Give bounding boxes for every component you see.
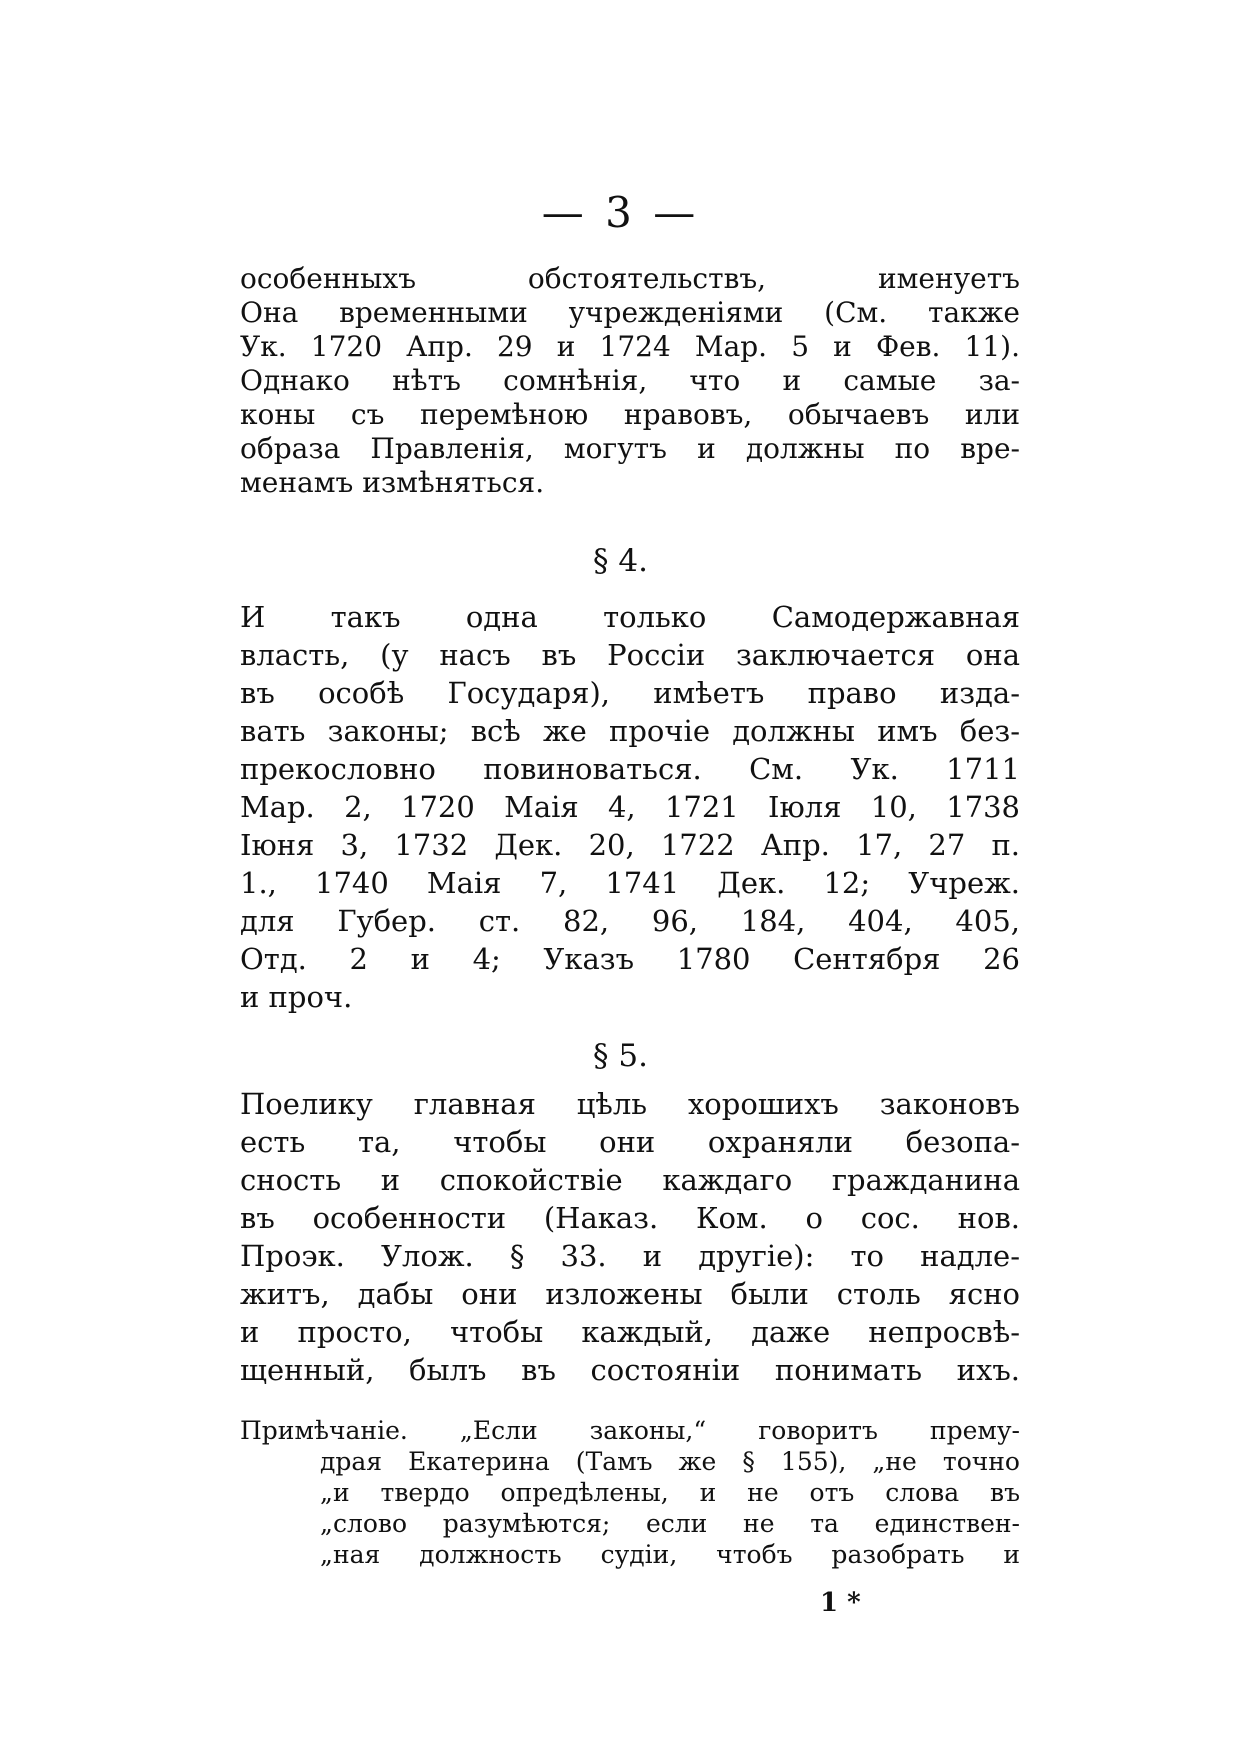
text-line: Она временными учрежденіями (См. также <box>240 296 1020 329</box>
text-line: власть, (у насъ въ Россіи заключается она <box>240 638 1020 672</box>
text-line: Однако нѣтъ сомнѣнія, что и самые за- <box>240 364 1020 397</box>
text-line: Іюня 3, 1732 Дек. 20, 1722 Апр. 17, 27 п. <box>240 828 1020 862</box>
text-line: прекословно повиноваться. См. Ук. 1711 <box>240 752 1020 786</box>
text-line: для Губер. ст. 82, 96, 184, 404, 405, <box>240 904 1020 938</box>
text-line: И такъ одна только Самодержавная <box>240 600 1020 634</box>
footnote-line: драя Екатерина (Тамъ же § 155), „не точно <box>320 1447 1020 1476</box>
text-line: вать законы; всѣ же прочіе должны имъ без- <box>240 714 1020 748</box>
footnote-line: Примѣчаніе. „Если законы,“ говоритъ прему- <box>240 1416 1020 1445</box>
text-line: житъ, дабы они изложены были столь ясно <box>240 1277 1020 1311</box>
footnote-line: „ная должность судіи, чтобъ разобрать и <box>320 1540 1020 1569</box>
text-line: Проэк. Улож. § 33. и другіе): то надле- <box>240 1239 1020 1273</box>
footnote-line: „и твердо опредѣлены, и не отъ слова въ <box>320 1478 1020 1507</box>
text-line: Поелику главная цѣль хорошихъ законовъ <box>240 1087 1020 1121</box>
footnote-line: „слово разумѣются; если не та единствен- <box>320 1509 1020 1538</box>
text-line: 1., 1740 Маія 7, 1741 Дек. 12; Учреж. <box>240 866 1020 900</box>
section-4-heading: § 4. <box>593 543 648 579</box>
continuation-paragraph <box>240 262 1020 500</box>
footnote <box>240 1415 1020 1570</box>
text-line: образа Правленія, могутъ и должны по вре- <box>240 432 1020 465</box>
text-line: въ особенности (Наказ. Ком. о сос. нов. <box>240 1201 1020 1235</box>
text-line: и просто, чтобы каждый, даже непросвѣ- <box>240 1315 1020 1349</box>
section-5-heading: § 5. <box>593 1038 648 1074</box>
text-line: особенныхъ обстоятельствъ, именуетъ <box>240 262 1020 295</box>
text-line: Мар. 2, 1720 Маія 4, 1721 Іюля 10, 1738 <box>240 790 1020 824</box>
text-line: сность и спокойствіе каждаго гражданина <box>240 1163 1020 1197</box>
text-line: менамъ измѣняться. <box>240 466 545 499</box>
text-line: Отд. 2 и 4; Указъ 1780 Сентября 26 <box>240 942 1020 976</box>
signature-mark: 1 * <box>820 1588 861 1618</box>
page-number: — 3 — <box>541 188 700 237</box>
text-line: Ук. 1720 Апр. 29 и 1724 Мар. 5 и Фев. 11). <box>240 330 1020 363</box>
text-line: есть та, чтобы они охраняли безопа- <box>240 1125 1020 1159</box>
text-line: коны съ перемѣною нравовъ, обычаевъ или <box>240 398 1020 431</box>
text-line: щенный, былъ въ состояніи понимать ихъ. <box>240 1353 1020 1387</box>
section-5-paragraph <box>240 1085 1020 1389</box>
section-4-paragraph <box>240 598 1020 1016</box>
text-line: въ особѣ Государя), имѣетъ право изда- <box>240 676 1020 710</box>
text-line: и проч. <box>240 980 353 1014</box>
